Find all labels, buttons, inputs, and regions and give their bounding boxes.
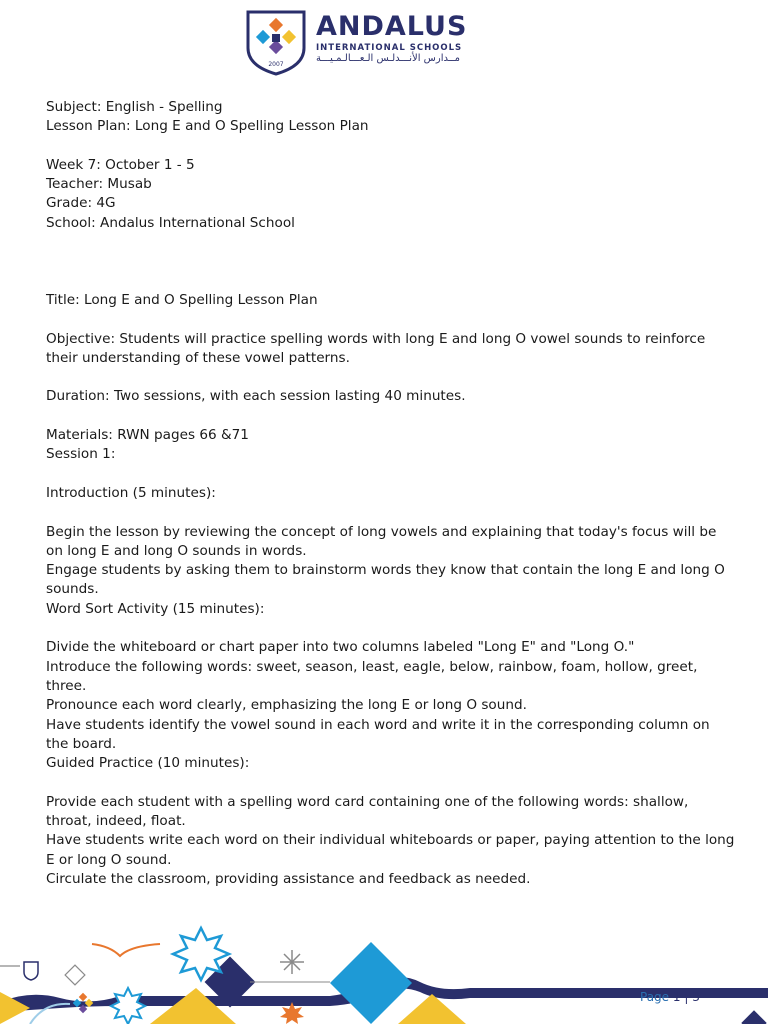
grey-starburst [280, 950, 304, 974]
brand-arabic-name: مــدارس الأنـــدلـس الـعـــالـمـيـــة [316, 53, 460, 64]
sort-paragraph-4: Have students identify the vowel sound in each word and write it in the corresponding column on the board. [46, 716, 710, 752]
duration-line: Duration: Two sessions, with each session lasting 40 minutes. [46, 388, 466, 405]
teacher-line: Teacher: Musab [46, 176, 152, 193]
session-line: Session 1: [46, 446, 116, 463]
intro-heading: Introduction (5 minutes): [46, 484, 216, 501]
brand-name: ANDALUS [316, 11, 468, 42]
brand-subtitle: INTERNATIONAL SCHOOLS [316, 43, 463, 53]
week-line: Week 7: October 1 - 5 [46, 156, 195, 173]
materials-line: Materials: RWN pages 66 &71 [46, 427, 249, 444]
blue-star-outline [173, 928, 229, 980]
sort-paragraph-1: Divide the whiteboard or chart paper into two columns labeled "Long E" and "Long O." [46, 639, 635, 656]
orange-curve [92, 944, 160, 956]
guided-paragraph-3: Circulate the classroom, providing assistance and feedback as needed. [46, 870, 531, 887]
brand-block [316, 12, 467, 64]
intro-paragraph-1: Begin the lesson by reviewing the concept of long vowels and explaining that today's focus will be on long E and long O sounds in words. [46, 523, 717, 559]
guided-paragraph-2: Have students write each word on their individual whiteboards or paper, paying attention to the long E or long O sound. [46, 832, 735, 868]
outline-diamond [65, 965, 85, 985]
sort-heading: Word Sort Activity (15 minutes): [46, 600, 265, 617]
page-total: 3 [692, 990, 700, 1004]
decorative-footer-art [0, 912, 768, 1024]
crest-year: 2007 [268, 61, 284, 68]
objective-paragraph: Objective: Students will practice spelling words with long E and long O vowel sounds to reinforce their understanding of these vowel patterns. [46, 330, 706, 366]
page-label: Page [640, 990, 670, 1004]
grade-line: Grade: 4G [46, 195, 116, 212]
sort-paragraph-3: Pronounce each word clearly, emphasizing the long E or long O sound. [46, 697, 527, 714]
school-crest-logo [244, 8, 308, 76]
small-navy-diamond [741, 1010, 766, 1024]
school-header [244, 8, 467, 76]
blue-diamond [330, 942, 412, 1024]
lesson-plan-document [46, 98, 736, 889]
title-line: Title: Long E and O Spelling Lesson Plan [46, 291, 318, 308]
page-number [640, 990, 700, 1004]
school-line: School: Andalus International School [46, 214, 295, 231]
intro-paragraph-2: Engage students by asking them to brainstorm words they know that contain the long E and long O sounds. [46, 562, 725, 598]
sort-paragraph-2: Introduce the following words: sweet, season, least, eagle, below, rainbow, foam, hollow, greet, three. [46, 658, 698, 694]
small-blue-star [111, 988, 145, 1024]
guided-heading: Guided Practice (10 minutes): [46, 755, 250, 772]
subject-line: Subject: English - Spelling [46, 99, 223, 115]
lesson-plan-line: Lesson Plan: Long E and O Spelling Lesson Plan [46, 118, 369, 135]
page-separator: | [684, 990, 689, 1004]
guided-paragraph-1: Provide each student with a spelling word card containing one of the following words: shallow, throat, indeed, float. [46, 793, 689, 829]
page-current: 1 [672, 990, 681, 1004]
small-crest-icon [24, 962, 38, 980]
